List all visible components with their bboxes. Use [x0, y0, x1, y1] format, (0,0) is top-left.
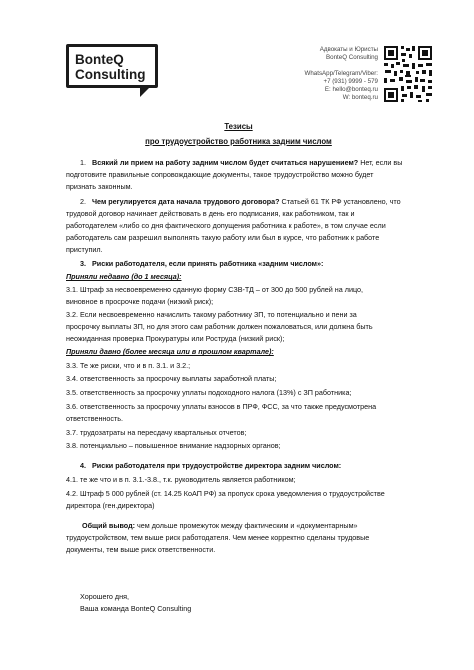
p3-number: 3.	[80, 259, 86, 268]
summary-line-2: трудоустройством, тем выше риск работодателя. Чем менее корректно сделаны трудовые	[66, 533, 370, 542]
p3-6-line-1: 3.6. ответственность за просрочку уплаты взносов в ПРФ, ФСС, за что также предусмотрена	[66, 402, 377, 411]
p2-question: Чем регулируется дата начала трудового договора?	[92, 197, 280, 206]
paragraph-2-line-3: работодателем «либо со дня фактического допущения работника к работе», в том случае если	[66, 221, 386, 230]
paragraph-1-line-2: подготовите правильные сопровождающие документы, такое трудоустройство можно будет	[66, 170, 374, 179]
paragraph-3-heading	[66, 259, 411, 269]
contact-line-2: BonteQ Consulting	[326, 54, 378, 61]
p3-subheading-recent: Приняли недавно (до 1 месяца):	[66, 272, 182, 281]
logo-speech-tail	[140, 85, 152, 97]
p3-8: 3.8. потенциально – повышенное внимание надзорных органов;	[66, 441, 281, 450]
p3-heading-text: Риски работодателя, если принять работника «задним числом»:	[92, 259, 324, 268]
closing-greeting: Хорошего дня,	[80, 592, 129, 601]
p2-number: 2.	[80, 197, 86, 206]
p2-answer: Статьей 61 ТК РФ установлено, что	[279, 197, 401, 206]
contact-line-4: WhatsApp/Telegram/Viber:	[304, 70, 378, 77]
p4-1: 4.1. те же что и в п. 3.1.-3.8., т.к. руководитель является работником;	[66, 475, 296, 484]
p3-5: 3.5. ответственность за просрочку уплаты подоходного налога (13%) с ЗП работника;	[66, 388, 352, 397]
contact-line-5: +7 (931) 9999 - 579	[323, 78, 378, 85]
p3-6-line-2: ответственность.	[66, 414, 124, 423]
p1-question: Всякий ли прием на работу задним числом будет считаться нарушением?	[92, 158, 359, 167]
p4-2-line-1: 4.2. Штраф 5 000 рублей (ст. 14.25 КоАП РФ) за пропуск срока уведомления о трудоустройстве	[66, 489, 385, 498]
p3-4: 3.4. ответственность за просрочку выплаты заработной платы;	[66, 374, 277, 383]
summary-label: Общий вывод:	[82, 521, 136, 530]
p3-subheading-long-ago: Приняли давно (более месяца или в прошлом квартале):	[66, 347, 274, 356]
paragraph-4-heading	[66, 461, 411, 471]
closing-signature: Ваша команда BonteQ Consulting	[80, 604, 192, 613]
p4-number: 4.	[80, 461, 86, 470]
paragraph-2-line-2: трудовой договор начинает действовать в день его подписания, как работником, так и	[66, 209, 355, 218]
p3-2-line-2: просрочку выплаты ЗП, но для этого сам работник должен пожаловаться, или должна быть	[66, 322, 373, 331]
qr-code-icon	[382, 44, 434, 104]
p4-2-line-2: директора (ген.директора)	[66, 501, 155, 510]
p3-2-line-1: 3.2. Если несвоевременно начислить такому работнику ЗП, то потенциально и пени за	[66, 310, 357, 319]
paragraph-1-line-1	[66, 158, 411, 168]
p4-heading-text: Риски работодателя при трудоустройстве директора задним числом:	[92, 461, 342, 470]
contact-line-6[interactable]: E: hello@bonteq.ru	[324, 86, 378, 93]
paragraph-2-line-5: приступил.	[66, 245, 103, 254]
summary-text-1: чем дольше промежуток между фактическим и «документарным»	[135, 521, 358, 530]
p1-number: 1.	[80, 158, 86, 167]
document-title: Тезисы	[224, 122, 253, 131]
logo-line1: BonteQ	[75, 52, 124, 67]
document-subtitle: про трудоустройство работника задним числом	[145, 137, 332, 146]
contact-line-7[interactable]: W: bonteq.ru	[342, 94, 378, 101]
logo-line2: Consulting	[75, 67, 146, 82]
p3-7: 3.7. трудозатраты на пересдачу квартальных отчетов;	[66, 428, 247, 437]
contact-line-1: Адвокаты и Юристы	[319, 46, 378, 53]
p1-answer: Нет, если вы	[358, 158, 403, 167]
paragraph-2-line-4: работодатель сам разрешил выполнять такую работу или был в курсе, что работник к работе	[66, 233, 380, 242]
company-logo	[66, 44, 158, 88]
p3-2-line-3: неожиданная проверка Прокуратуры или Роструда (низкий риск);	[66, 334, 285, 343]
summary-line-3: документы, тем выше риск ответственности.	[66, 545, 216, 554]
summary-line-1	[66, 521, 411, 531]
paragraph-2-line-1	[66, 197, 411, 207]
p3-3: 3.3. Те же риски, что и в п. 3.1. и 3.2.;	[66, 361, 191, 370]
p3-1-line-1: 3.1. Штраф за несвоевременно сданную форму СЗВ-ТД – от 300 до 500 рублей на лицо,	[66, 285, 363, 294]
paragraph-1-line-3: признать законным.	[66, 182, 133, 191]
p3-1-line-2: виновное в просрочке подачи (низкий риск);	[66, 297, 214, 306]
